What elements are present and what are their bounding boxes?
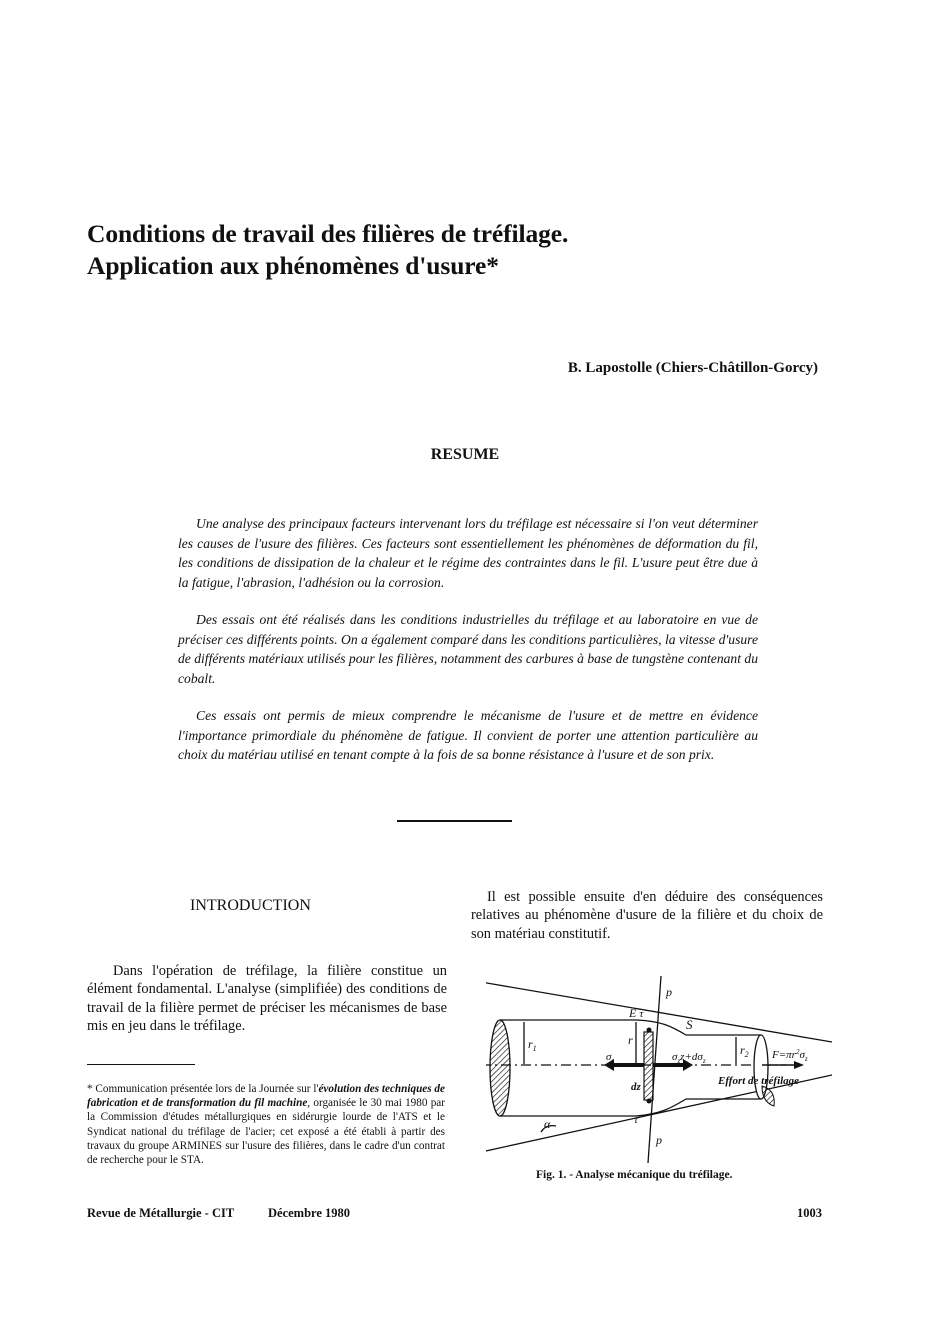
label-dz: dz (631, 1081, 641, 1093)
contact-dot-bottom (647, 1099, 652, 1104)
footnote-text-1: * Communication présentée lors de la Journée sur l' (87, 1083, 319, 1095)
label-r2: $r_2$ (740, 1043, 749, 1059)
resume-heading: RESUME (430, 446, 500, 463)
title-line-2: Application aux phénomènes d'usure* (87, 251, 499, 280)
introduction-heading: INTRODUCTION (190, 897, 311, 914)
contact-dot-top (647, 1028, 652, 1033)
abstract-text-2: Des essais ont été réalisés dans les conditions industrielles du tréfilage et au laboratoire en vue de préciser ces différents points. On a également comparé dans les conditions particulières, la vitesse d'usure de différents matériaux utilisés pour les filières, notamment des carbures à base de tungstène contenant du cobalt. (178, 612, 758, 686)
label-effort: Effort de tréfilage (718, 1075, 800, 1087)
footnote (87, 1082, 445, 1167)
wire-slice (644, 1032, 653, 1100)
footnote-rule (87, 1064, 195, 1065)
label-sigma-z: $\sigma_z$ (606, 1051, 615, 1065)
section-divider (397, 820, 512, 822)
intro-left-paragraph: Dans l'opération de tréfilage, la filière constitue un élément fondamental. L'analyse (simplifiée) des conditions de travail de la filière permet de préciser les mécanismes de base mis en jeu dans le tréfilage. (87, 963, 447, 1035)
intro-right-column (471, 888, 823, 943)
abstract-text-1: Une analyse des principaux facteurs intervenant lors du tréfilage est nécessaire si l'on veut déterminer les causes de l'usure des filières. Ces facteurs sont essentiellement les phénomènes de déformation du fil, les conditions de dissipation de la chaleur et le régime des contraintes dans le fil. L'usure peut être due à la fatigue, l'abrasion, l'adhésion ou la corrosion. (178, 516, 758, 590)
title-line-1: Conditions de travail des filières de tréfilage. (87, 219, 569, 248)
label-r1: $r_1$ (528, 1037, 537, 1053)
figure-caption: Fig. 1. - Analyse mécanique du tréfilage. (536, 1169, 733, 1181)
journal-name: Revue de Métallurgie - CIT (87, 1206, 235, 1220)
author-affiliation: B. Lapostolle (Chiers-Châtillon-Gorcy) (567, 360, 818, 376)
label-sigma-dz: $\sigma_zz+d\sigma_z$ (672, 1051, 706, 1065)
intro-right-paragraph: Il est possible ensuite d'en déduire des conséquences relatives au phénomène d'usure de la filière et du choix de son matériau constitutif. (471, 889, 823, 942)
abstract-paragraph-1 (178, 514, 758, 592)
force-arrow-head (794, 1061, 804, 1069)
label-force: $F=\pi r^2\sigma_z$ (772, 1048, 808, 1063)
abstract-text-3: Ces essais ont permis de mieux comprendre le mécanisme de l'usure et de mettre en évidence l'importance primordiale du phénomène de fatigue. Il convient de porter une attention particulière au choix du matériau utilisé en tenant compte à la fois de sa bonne résistance à l'usure et de son prix. (178, 708, 758, 762)
label-s: S (686, 1017, 693, 1032)
label-e-tau: E τ (629, 1006, 644, 1020)
abstract-paragraph-2 (178, 610, 758, 688)
label-alpha: α (544, 1117, 551, 1131)
abstract-paragraph-3 (178, 706, 758, 765)
footnote-text-2: , organisée le 30 mai 1980 par la Commission d'études métallurgiques en sidérurgie lourde de l'ATS et le Syndicat national du tréfilage de l'acier; cet exposé a été établi à partir des travaux du groupe ARMINES sur l'usure des filières, dans le cadre d'un contrat de recherche pour le STA. (87, 1097, 445, 1167)
issue-date: Décembre 1980 (268, 1206, 351, 1220)
label-tau-bottom: τ (634, 1114, 638, 1126)
wire-lens (762, 1086, 774, 1106)
intro-left-column (87, 962, 447, 1036)
label-p-top: p (666, 985, 672, 999)
wire-drawing-diagram (486, 968, 832, 1166)
footnote-italic: évolution des techniques de fabrication et de transformation du fil machine (87, 1083, 445, 1110)
wire-end-left (490, 1020, 510, 1116)
article-title (87, 218, 847, 282)
page-number: 1003 (797, 1206, 822, 1220)
label-r: r (628, 1033, 633, 1047)
label-p-bottom: p (656, 1133, 662, 1147)
